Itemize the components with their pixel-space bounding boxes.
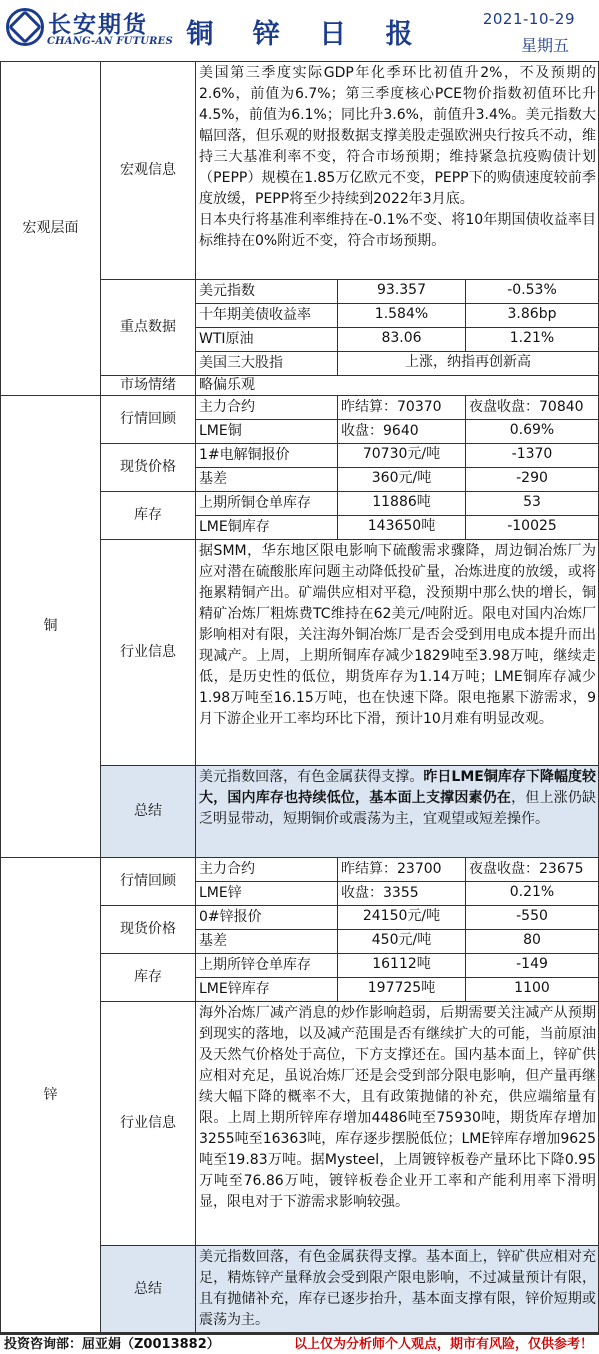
copper-summary-label: 总结	[101, 766, 196, 858]
copper-basis-change: -290	[466, 468, 599, 492]
zinc-main-contract: 主力合约	[196, 858, 338, 882]
copper-shfe-stock-value: 11886吨	[338, 492, 466, 516]
key-data-value: 1.584%	[338, 304, 466, 328]
zinc-lme-name: LME锌	[196, 882, 338, 906]
zinc-stock-label: 库存	[101, 954, 196, 1002]
copper-stock-label: 库存	[101, 492, 196, 540]
copper-lme-close: 收盘：9640	[338, 420, 466, 444]
zinc-spot-change: -550	[466, 906, 599, 930]
zinc-industry-label: 行业信息	[101, 1002, 196, 1246]
macro-info-paragraph: 美国第三季度实际GDP年化季环比初值升2%，不及预期的2.6%，前值为6.7%；第三季度核心PCE物价指数初值环比升4.5%，前值为6.1%；同比升3.6%，前值升3.4%。美元指数大幅回落，但乐观的财报数据支撑美股走强欧洲央行按兵不动，维持三大基准利率不变，符合市场预期；维持紧急抗疫购债计划（PEPP）规模在1.85万亿欧元不变，PEPP下的购债速度较前季度放缓，PEPP将至少持续到2022年3月底。	[199, 65, 596, 207]
copper-basis-name: 基差	[196, 468, 338, 492]
zinc-basis-change: 80	[466, 930, 599, 954]
company-name-cn: 长安期货	[48, 12, 148, 38]
section-label-zinc: 锌	[0, 858, 101, 1333]
key-data-value: 93.357	[338, 280, 466, 304]
key-data-value: 83.06	[338, 328, 466, 352]
copper-spot-label: 现货价格	[101, 444, 196, 492]
sentiment-label: 市场情绪	[101, 376, 196, 396]
copper-main-contract: 主力合约	[196, 396, 338, 420]
key-data-name: 美国三大股指	[196, 352, 338, 376]
copper-lme-stock-value: 143650吨	[338, 516, 466, 540]
key-data-name: 十年期美债收益率	[196, 304, 338, 328]
copper-settle: 昨结算：70370	[338, 396, 466, 420]
report-date: 2021-10-29	[482, 10, 575, 28]
copper-night-close: 夜盘收盘：70840	[466, 396, 599, 420]
copper-basis-value: 360元/吨	[338, 468, 466, 492]
copper-lme-stock-name: LME铜库存	[196, 516, 338, 540]
copper-spot-change: -1370	[466, 444, 599, 468]
copper-spot-value: 70730元/吨	[338, 444, 466, 468]
copper-industry-text: 据SMM，华东地区限电影响下硫酸需求骤降，周边铜冶炼厂为应对潜在硫酸胀库问题主动降低投矿量，冶炼进度的放缓，或将拖累精铜产出。矿端供应相对平稳，没预期中那么快的增长，铜精矿冶炼厂粗炼费TC维持在62美元/吨附近。限电对国内冶炼厂影响相对有限，关注海外铜冶炼厂是否会受到用电成本提升而出现减产。上周，上期所铜库存减少1829吨至3.98万吨，继续走低，是历史性的低位，期货库存为1.14万吨；LME铜库存减少1.98万吨至16.15万吨，也在快速下降。限电拖累下游需求，9月下游企业开工率均环比下滑，预计10月难有明显改观。	[196, 540, 599, 766]
key-data-name: WTI原油	[196, 328, 338, 352]
zinc-night-close: 夜盘收盘：23675	[466, 858, 599, 882]
section-label-macro: 宏观层面	[0, 62, 101, 396]
macro-info-paragraph: 日本央行将基准利率维持在-0.1%不变、将10年期国债收益率目标维持在0%附近不变，符合市场预期。	[199, 212, 596, 249]
key-data-value: 上涨，纳指再创新高	[338, 352, 599, 376]
risk-disclaimer: 以上仅为分析师个人观点，期市有风险，仅供参考！	[293, 1337, 593, 1352]
zinc-basis-value: 450元/吨	[338, 930, 466, 954]
zinc-market-label: 行情回顾	[101, 858, 196, 906]
zinc-settle: 昨结算：23700	[338, 858, 466, 882]
copper-spot-name: 1#电解铜报价	[196, 444, 338, 468]
copper-lme-name: LME铜	[196, 420, 338, 444]
zinc-shfe-stock-name: 上期所锌仓单库存	[196, 954, 338, 978]
report-title: 铜 锌 日 报	[186, 19, 428, 50]
sentiment-value: 略偏乐观	[196, 376, 599, 396]
copper-summary-pre: 美元指数回落，有色金属获得支撑。	[199, 769, 424, 785]
zinc-lme-stock-change: 1100	[466, 978, 599, 1002]
copper-summary-post: ，但上涨仍缺乏明显带动，短期铜价或震荡为主，宜观望或短差操作。	[199, 790, 597, 827]
zinc-basis-name: 基差	[196, 930, 338, 954]
zinc-shfe-stock-change: -149	[466, 954, 599, 978]
copper-lme-stock-change: -10025	[466, 516, 599, 540]
key-data-name: 美元指数	[196, 280, 338, 304]
zinc-lme-change: 0.21%	[466, 882, 599, 906]
copper-summary-text	[196, 766, 599, 858]
key-data-change: 3.86bp	[466, 304, 599, 328]
zinc-spot-name: 0#锌报价	[196, 906, 338, 930]
zinc-lme-close: 收盘：3355	[338, 882, 466, 906]
zinc-summary-text: 美元指数回落，有色金属获得支撑。基本面上，锌矿供应相对充足，精炼锌产量释放会受到限产限电影响，不过减量预计有限，且有抛储补充，库存已逐步抬升，基本面支撑有限，锌价短期或震荡为主。	[196, 1246, 599, 1333]
copper-summary-highlight: 昨日LME铜库存下降幅度较大，国内库存也持续低位，基本面上支撑因素仍在	[199, 769, 596, 806]
section-label-copper: 铜	[0, 396, 101, 858]
macro-info-text	[196, 62, 599, 280]
zinc-summary-label: 总结	[101, 1246, 196, 1333]
zinc-spot-value: 24150元/吨	[338, 906, 466, 930]
zinc-spot-label: 现货价格	[101, 906, 196, 954]
report-header	[0, 0, 599, 62]
copper-lme-change: 0.69%	[466, 420, 599, 444]
key-data-change: 1.21%	[466, 328, 599, 352]
report-footer	[0, 1333, 599, 1354]
key-data-label: 重点数据	[101, 280, 196, 376]
zinc-industry-text: 海外冶炼厂减产消息的炒作影响趋弱，后期需要关注减产从预期到现实的落地，以及减产范围是否有继续扩大的可能，当前原油及天然气价格处于高位，下方支撑还在。国内基本面上，锌矿供应相对充足，虽说冶炼厂还是会受到部分限电影响，但产量再继续大幅下降的概率不大，且有政策抛储的补充，供应端缩量有限。上周上期所锌库存增加4486吨至75930吨，期货库存增加3255吨至16363吨，库存逐步摆脱低位；LME锌库存增加9625吨至19.83万吨。据Mysteel，上周镀锌板卷产量环比下降0.95万吨至76.86万吨，镀锌板卷企业开工率和产能利用率下滑明显，限电对于下游需求影响较强。	[196, 1002, 599, 1246]
company-name-en: CHANG-AN FUTURES	[47, 36, 173, 47]
zinc-lme-stock-name: LME锌库存	[196, 978, 338, 1002]
copper-shfe-stock-change: 53	[466, 492, 599, 516]
copper-shfe-stock-name: 上期所铜仓单库存	[196, 492, 338, 516]
copper-industry-label: 行业信息	[101, 540, 196, 766]
zinc-shfe-stock-value: 16112吨	[338, 954, 466, 978]
macro-info-label: 宏观信息	[101, 62, 196, 280]
key-data-change: -0.53%	[466, 280, 599, 304]
zinc-lme-stock-value: 197725吨	[338, 978, 466, 1002]
report-weekday: 星期五	[520, 36, 569, 55]
copper-market-label: 行情回顾	[101, 396, 196, 444]
analyst-contact: 投资咨询部：屈亚娟（Z0013882）	[4, 1337, 220, 1352]
